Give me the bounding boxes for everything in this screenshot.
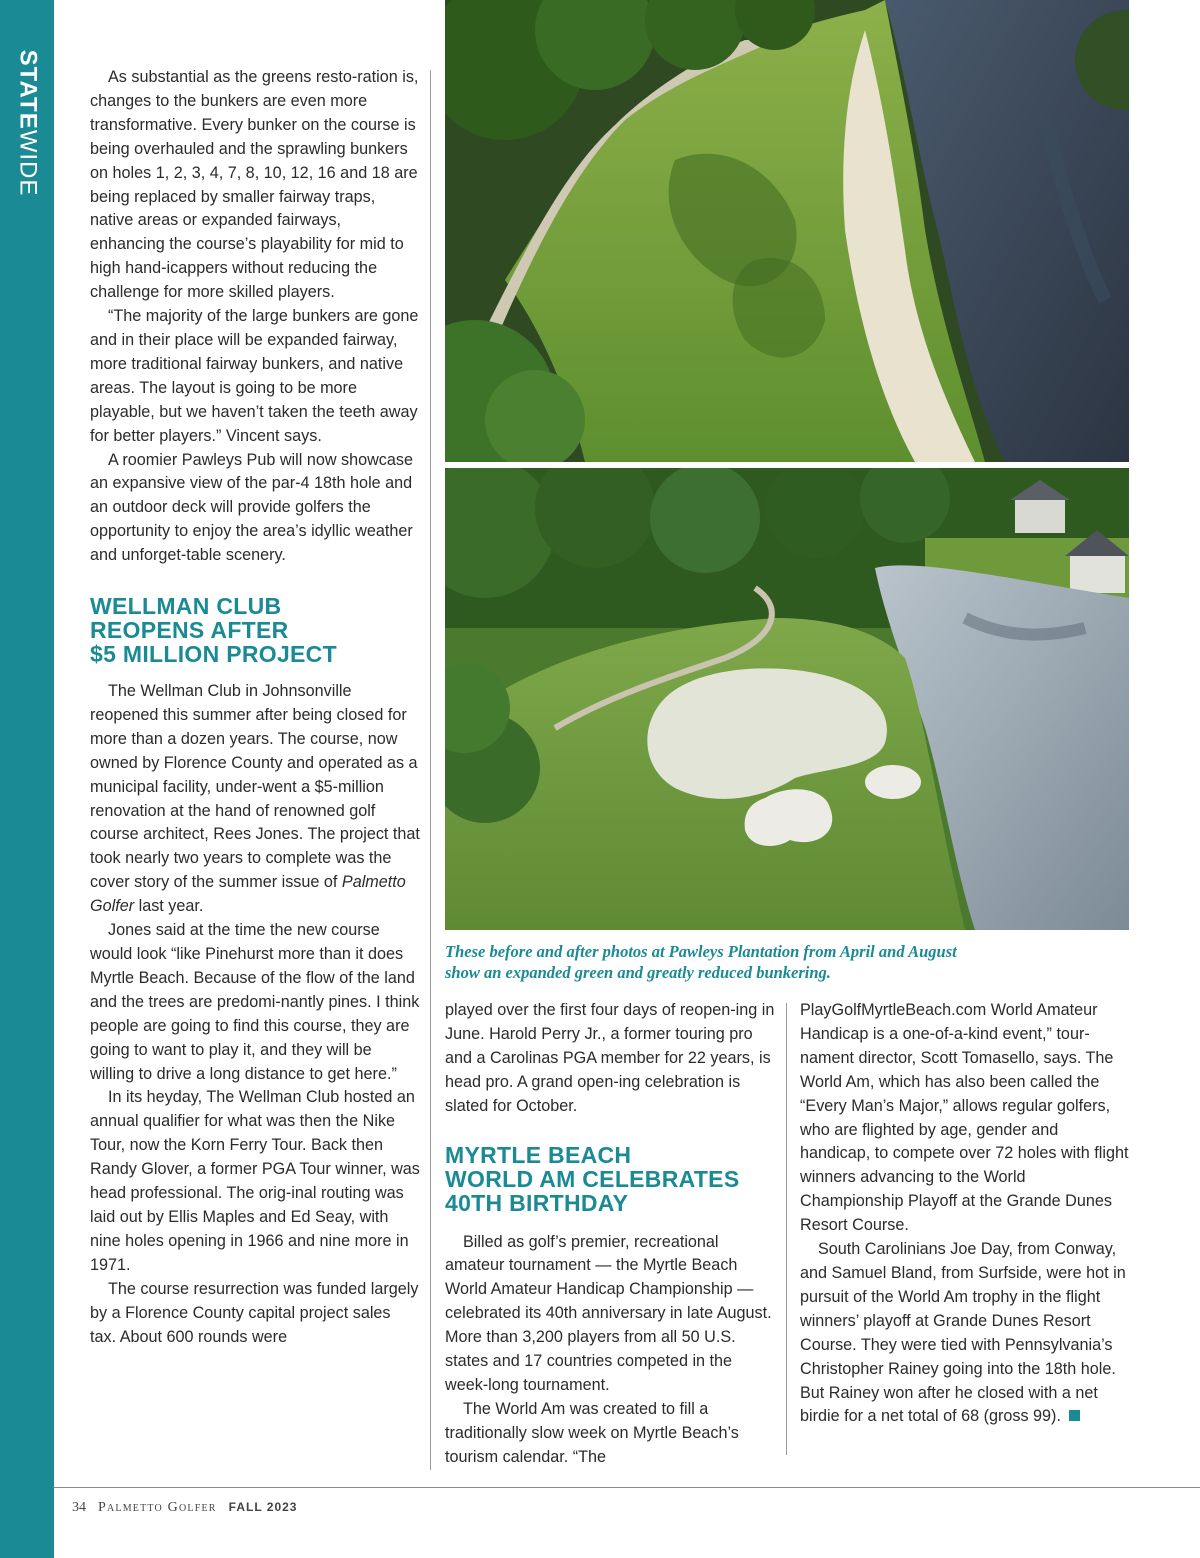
before-aerial-photo <box>445 0 1129 462</box>
column-divider <box>430 70 431 1470</box>
body-paragraph: The course resurrection was funded largely by a Florence County capital project sales tax. About 600 rounds were <box>90 1279 419 1346</box>
article-column-1 <box>90 66 420 1349</box>
body-paragraph: As substantial as the greens resto-ration is, changes to the bunkers are even more transformative. Every bunker on the course is being overhauled and the sprawling bunkers on holes 1, 2, 3, 4, 7, 8, 10, 12, 16 and 18 are being replaced by smaller fairway traps, native areas or expanded fairways, enhancing the course’s playability for mid to high hand-icappers without reducing the challenge for more skilled players. <box>90 68 419 302</box>
section-label-bold: STATE <box>14 49 41 130</box>
section-headline <box>445 1143 775 1215</box>
headline-line: WORLD AM CELEBRATES <box>445 1165 740 1192</box>
headline-line: $5 MILLION PROJECT <box>90 641 337 668</box>
headline-line: WELLMAN CLUB <box>90 593 282 620</box>
body-paragraph <box>800 1238 1132 1429</box>
body-paragraph: Billed as golf’s premier, recreational amateur tournament — the Myrtle Beach World Amateur Handicap Championship — celebrated its 40th anniversary in late August. More than 3,200 players from all 50 U.S. states and 17 countries competed in the week-long tournament. <box>445 1232 772 1394</box>
footer-rule <box>54 1487 1200 1488</box>
magazine-title: Palmetto Golfer <box>90 873 406 916</box>
page-footer <box>72 1500 297 1516</box>
photo-caption: These before and after photos at Pawleys Plantation from April and August show an expanded green and greatly reduced bunkering. <box>445 942 957 982</box>
headline-line: REOPENS AFTER <box>90 617 289 644</box>
text-run: South Carolinians Joe Day, from Conway, and Samuel Bland, from Surfside, were hot in pursuit of the World Am trophy in the flight winners’ playoff at Grande Dunes Resort Course. They were tied with Pennsylvania’s Christopher Rainey going into the 18th hole. But Rainey won after he closed with a net birdie for a net total of 68 (gross 99). <box>800 1240 1126 1426</box>
body-paragraph: In its heyday, The Wellman Club hosted an annual qualifier for what was then the Nike Tour, now the Korn Ferry Tour. Back then Randy Glover, a former PGA Tour winner, was head professional. The orig-inal routing was laid out by Ellis Maples and Ed Seay, with nine holes opening in 1966 and nine more in 1971. <box>90 1088 420 1274</box>
body-paragraph <box>90 680 420 919</box>
issue-label: FALL 2023 <box>228 1500 298 1514</box>
body-paragraph: The World Am was created to fill a traditionally slow week on Myrtle Beach’s tourism calendar. “The <box>445 1399 739 1466</box>
section-label-light: WIDE <box>14 129 41 197</box>
headline-line: 40TH BIRTHDAY <box>445 1189 629 1216</box>
section-headline <box>90 594 420 666</box>
section-strip <box>0 0 54 1558</box>
body-paragraph: PlayGolfMyrtleBeach.com World Amateur Handicap is a one-of-a-kind event,” tour-nament director, Scott Tomasello, says. The World Am, which has also been called the “Every Man’s Major,” allows regular golfers, who are flighted by age, gender and handicap, to compete over 72 holes with flight winners advancing to the World Championship Playoff at the Grande Dunes Resort Course. <box>800 1001 1129 1235</box>
text-run: last year. <box>134 897 204 916</box>
text-run: The Wellman Club in Johnsonville reopened this summer after being closed for more than a dozen years. The course, now owned by Florence County and operated as a municipal facility, under-went a $5-million renovation at the hand of renowned golf course architect, Rees Jones. The project that took nearly two years to complete was the cover story of the summer issue of <box>90 682 420 892</box>
headline-line: MYRTLE BEACH <box>445 1141 632 1168</box>
column-divider <box>786 1003 787 1455</box>
page-number: 34 <box>72 1500 86 1515</box>
article-column-2 <box>445 999 775 1470</box>
body-paragraph: “The majority of the large bunkers are gone and in their place will be expanded fairway, more traditional fairway bunkers, and native areas. The layout is going to be more playable, but we haven’t taken the teeth away for better players.” Vincent says. <box>90 307 419 445</box>
magazine-name: Palmetto Golfer <box>98 1500 217 1515</box>
aerial-photo-before <box>445 0 1129 462</box>
article-column-3 <box>800 999 1132 1429</box>
body-paragraph: Jones said at the time the new course would look “like Pinehurst more than it does Myrtle Beach. Because of the flow of the land and the trees are predomi-nantly pines. I think people are going to find this course, they are going to want to play it, and they will be willing to drive a long distance to get here.” <box>90 921 420 1083</box>
end-of-story-mark <box>1069 1410 1080 1421</box>
aerial-photo-after <box>445 468 1129 930</box>
body-paragraph: A roomier Pawleys Pub will now showcase an expansive view of the par-4 18th hole and an outdoor deck will provide golfers the opportunity to enjoy the area’s idyllic weather and unforget-table scenery. <box>90 450 413 565</box>
after-aerial-photo <box>445 468 1129 930</box>
body-paragraph: played over the first four days of reopen-ing in June. Harold Perry Jr., a former touring pro and a Carolinas PGA member for 22 years, is head pro. A grand open-ing celebration is slated for October. <box>445 1001 775 1115</box>
section-label <box>10 28 44 218</box>
